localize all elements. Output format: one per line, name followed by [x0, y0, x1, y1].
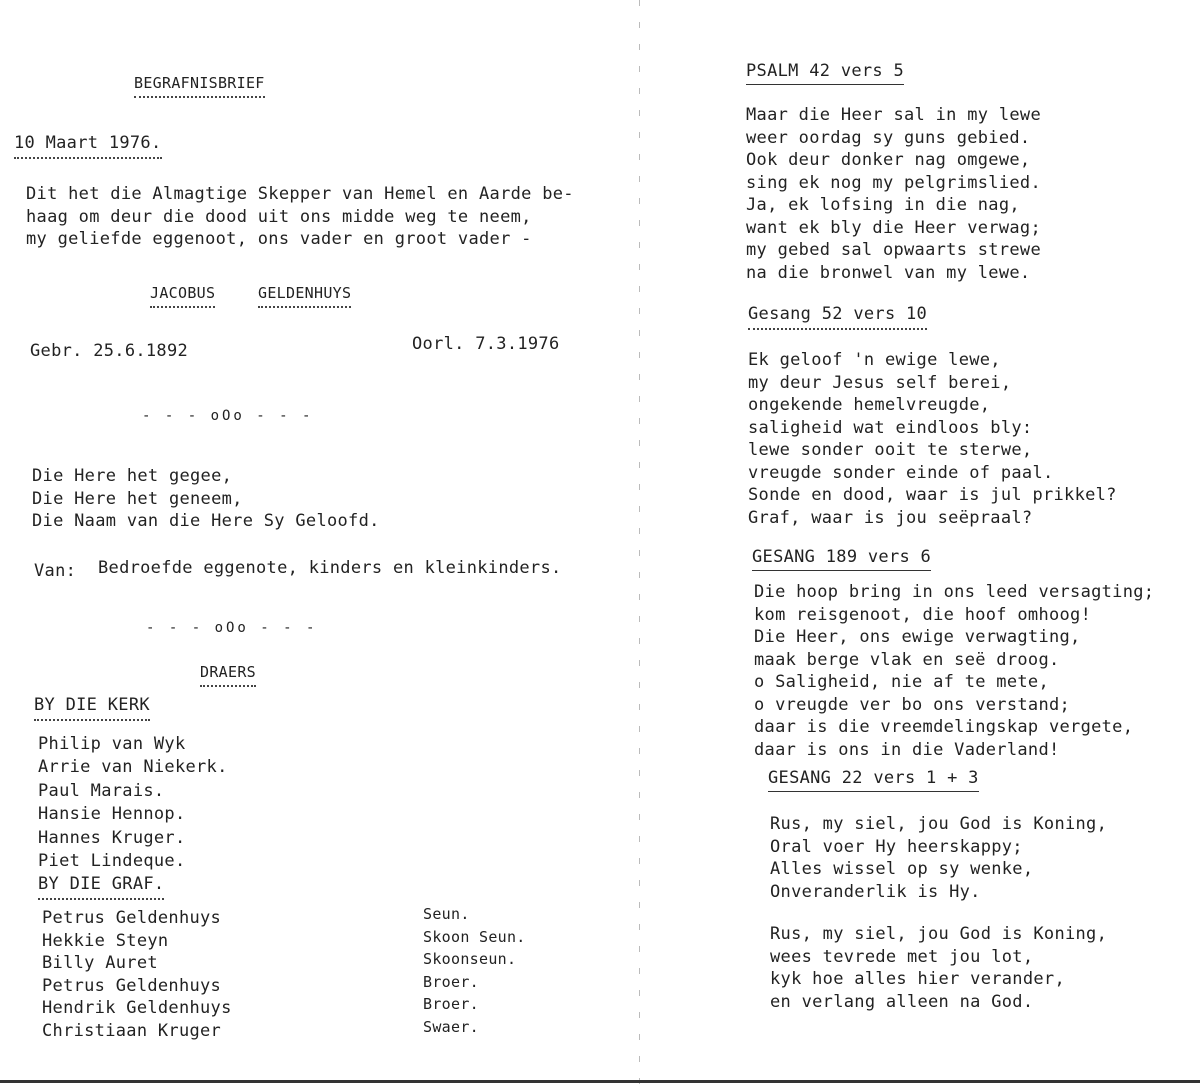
gesang22-stanza-1: [770, 813, 1107, 903]
verse-line: maak berge vlak en seë droog.: [754, 649, 1060, 670]
verse-line: lewe sonder ooit te sterwe,: [748, 440, 1033, 460]
verse-line: Oral voer Hy heerskappy;: [770, 836, 1023, 857]
gesang189-verse: [754, 581, 1154, 761]
list-item: Hansie Hennop.: [38, 804, 186, 825]
intro-line: Dit het die Almagtige Skepper van Hemel en Aarde be-: [26, 184, 574, 204]
verse-line: kyk hoe alles hier verander,: [770, 969, 1065, 989]
list-item: Arrie van Niekerk.: [38, 757, 228, 778]
verse-line: Ja, ek lofsing in die nag,: [746, 195, 1020, 215]
verse-line: o Saligheid, nie af te mete,: [754, 672, 1049, 692]
list-item: Christiaan Kruger: [42, 1020, 222, 1041]
grave-bearers-list: [42, 907, 232, 1042]
list-item: Hekkie Steyn: [42, 930, 169, 951]
psalm-verse: [746, 104, 1041, 284]
separator-1: - - - oOo - - -: [142, 408, 314, 424]
verse-line: vreugde sonder einde of paal.: [748, 462, 1054, 483]
verse-line: Die Heer, ons ewige verwagting,: [754, 627, 1081, 647]
list-item: Philip van Wyk: [38, 734, 186, 754]
grave-heading: BY DIE GRAF.: [38, 876, 164, 900]
grave-relations-list: [423, 903, 526, 1038]
scripture-verse: [32, 465, 380, 533]
gesang52-heading: Gesang 52 vers 10: [748, 306, 927, 330]
psalm-heading: PSALM 42 vers 5: [746, 63, 904, 85]
verse-line: wees tevrede met jou lot,: [770, 946, 1034, 967]
relation-item: Broer.: [423, 995, 479, 1013]
death-date: Oorl. 7.3.1976: [412, 334, 560, 354]
document-title: BEGRAFNISBRIEF: [134, 76, 265, 98]
verse-line: Die Here het geneem,: [32, 488, 243, 509]
verse-line: Alles wissel op sy wenke,: [770, 859, 1034, 879]
list-item: Billy Auret: [42, 953, 158, 973]
list-item: Paul Marais.: [38, 780, 165, 801]
gesang22-stanza-2: [770, 923, 1107, 1013]
verse-line: daar is die vreemdelingskap vergete,: [754, 717, 1134, 737]
verse-line: Die Naam van die Here Sy Geloofd.: [32, 511, 380, 531]
gesang52-verse: [748, 349, 1117, 529]
intro-line: haag om deur die dood uit ons midde weg te neem,: [26, 206, 532, 227]
from-text: Bedroefde eggenote, kinders en kleinkinders.: [98, 558, 562, 578]
deceased-first-name: JACOBUS: [150, 286, 215, 308]
verse-line: ongekende hemelvreugde,: [748, 395, 991, 415]
bottom-edge-line: [0, 1080, 1200, 1083]
verse-line: my deur Jesus self berei,: [748, 372, 1012, 393]
intro-paragraph: [26, 183, 574, 251]
verse-line: en verlang alleen na God.: [770, 991, 1034, 1012]
deceased-last-name: GELDENHUYS: [258, 286, 351, 308]
list-item: Piet Lindeque.: [38, 850, 186, 871]
verse-line: daar is ons in die Vaderland!: [754, 739, 1060, 760]
list-item: Hendrik Geldenhuys: [42, 998, 232, 1018]
gesang22-heading: GESANG 22 vers 1 + 3: [768, 770, 979, 792]
verse-line: Sonde en dood, waar is jul prikkel?: [748, 485, 1117, 505]
list-item: Hannes Kruger.: [38, 827, 186, 848]
intro-line: my geliefde eggenoot, ons vader en groot vader -: [26, 229, 532, 249]
relation-item: Seun.: [423, 905, 470, 923]
relation-item: Swaer.: [423, 1017, 479, 1036]
birth-date: Gebr. 25.6.1892: [30, 341, 189, 361]
bearers-title: DRAERS: [200, 665, 256, 687]
list-item: Petrus Geldenhuys: [42, 975, 222, 996]
verse-line: my gebed sal opwaarts strewe: [746, 240, 1041, 260]
document-date: 10 Maart 1976.: [14, 135, 162, 159]
verse-line: Rus, my siel, jou God is Koning,: [770, 814, 1108, 834]
from-label: Van:: [34, 561, 77, 581]
verse-line: want ek bly die Heer verwag;: [746, 217, 1041, 238]
verse-line: Ook deur donker nag omgewe,: [746, 150, 1031, 170]
verse-line: na die bronwel van my lewe.: [746, 262, 1031, 283]
church-bearers-list: [38, 733, 228, 873]
verse-line: o vreugde ver bo ons verstand;: [754, 694, 1071, 715]
separator-2: - - - oOo - - -: [146, 620, 318, 636]
relation-item: Broer.: [423, 972, 479, 991]
verse-line: Ek geloof 'n ewige lewe,: [748, 350, 1001, 370]
list-item: Petrus Geldenhuys: [42, 908, 222, 928]
right-page: [640, 0, 1200, 1086]
verse-line: Die Here het gegee,: [32, 466, 233, 486]
verse-line: Onveranderlik is Hy.: [770, 881, 981, 902]
verse-line: Die hoop bring in ons leed versagting;: [754, 582, 1155, 602]
verse-line: Graf, waar is jou seëpraal?: [748, 507, 1033, 528]
verse-line: sing ek nog my pelgrimslied.: [746, 172, 1041, 193]
verse-line: kom reisgenoot, die hoof omhoog!: [754, 604, 1092, 625]
gesang189-heading: GESANG 189 vers 6: [752, 549, 931, 571]
relation-item: Skoonseun.: [423, 950, 517, 968]
church-heading: BY DIE KERK: [34, 697, 150, 721]
relation-item: Skoon Seun.: [423, 927, 526, 946]
verse-line: Rus, my siel, jou God is Koning,: [770, 924, 1108, 944]
verse-line: Maar die Heer sal in my lewe: [746, 105, 1041, 125]
verse-line: saligheid wat eindloos bly:: [748, 417, 1033, 438]
verse-line: weer oordag sy guns gebied.: [746, 127, 1031, 148]
